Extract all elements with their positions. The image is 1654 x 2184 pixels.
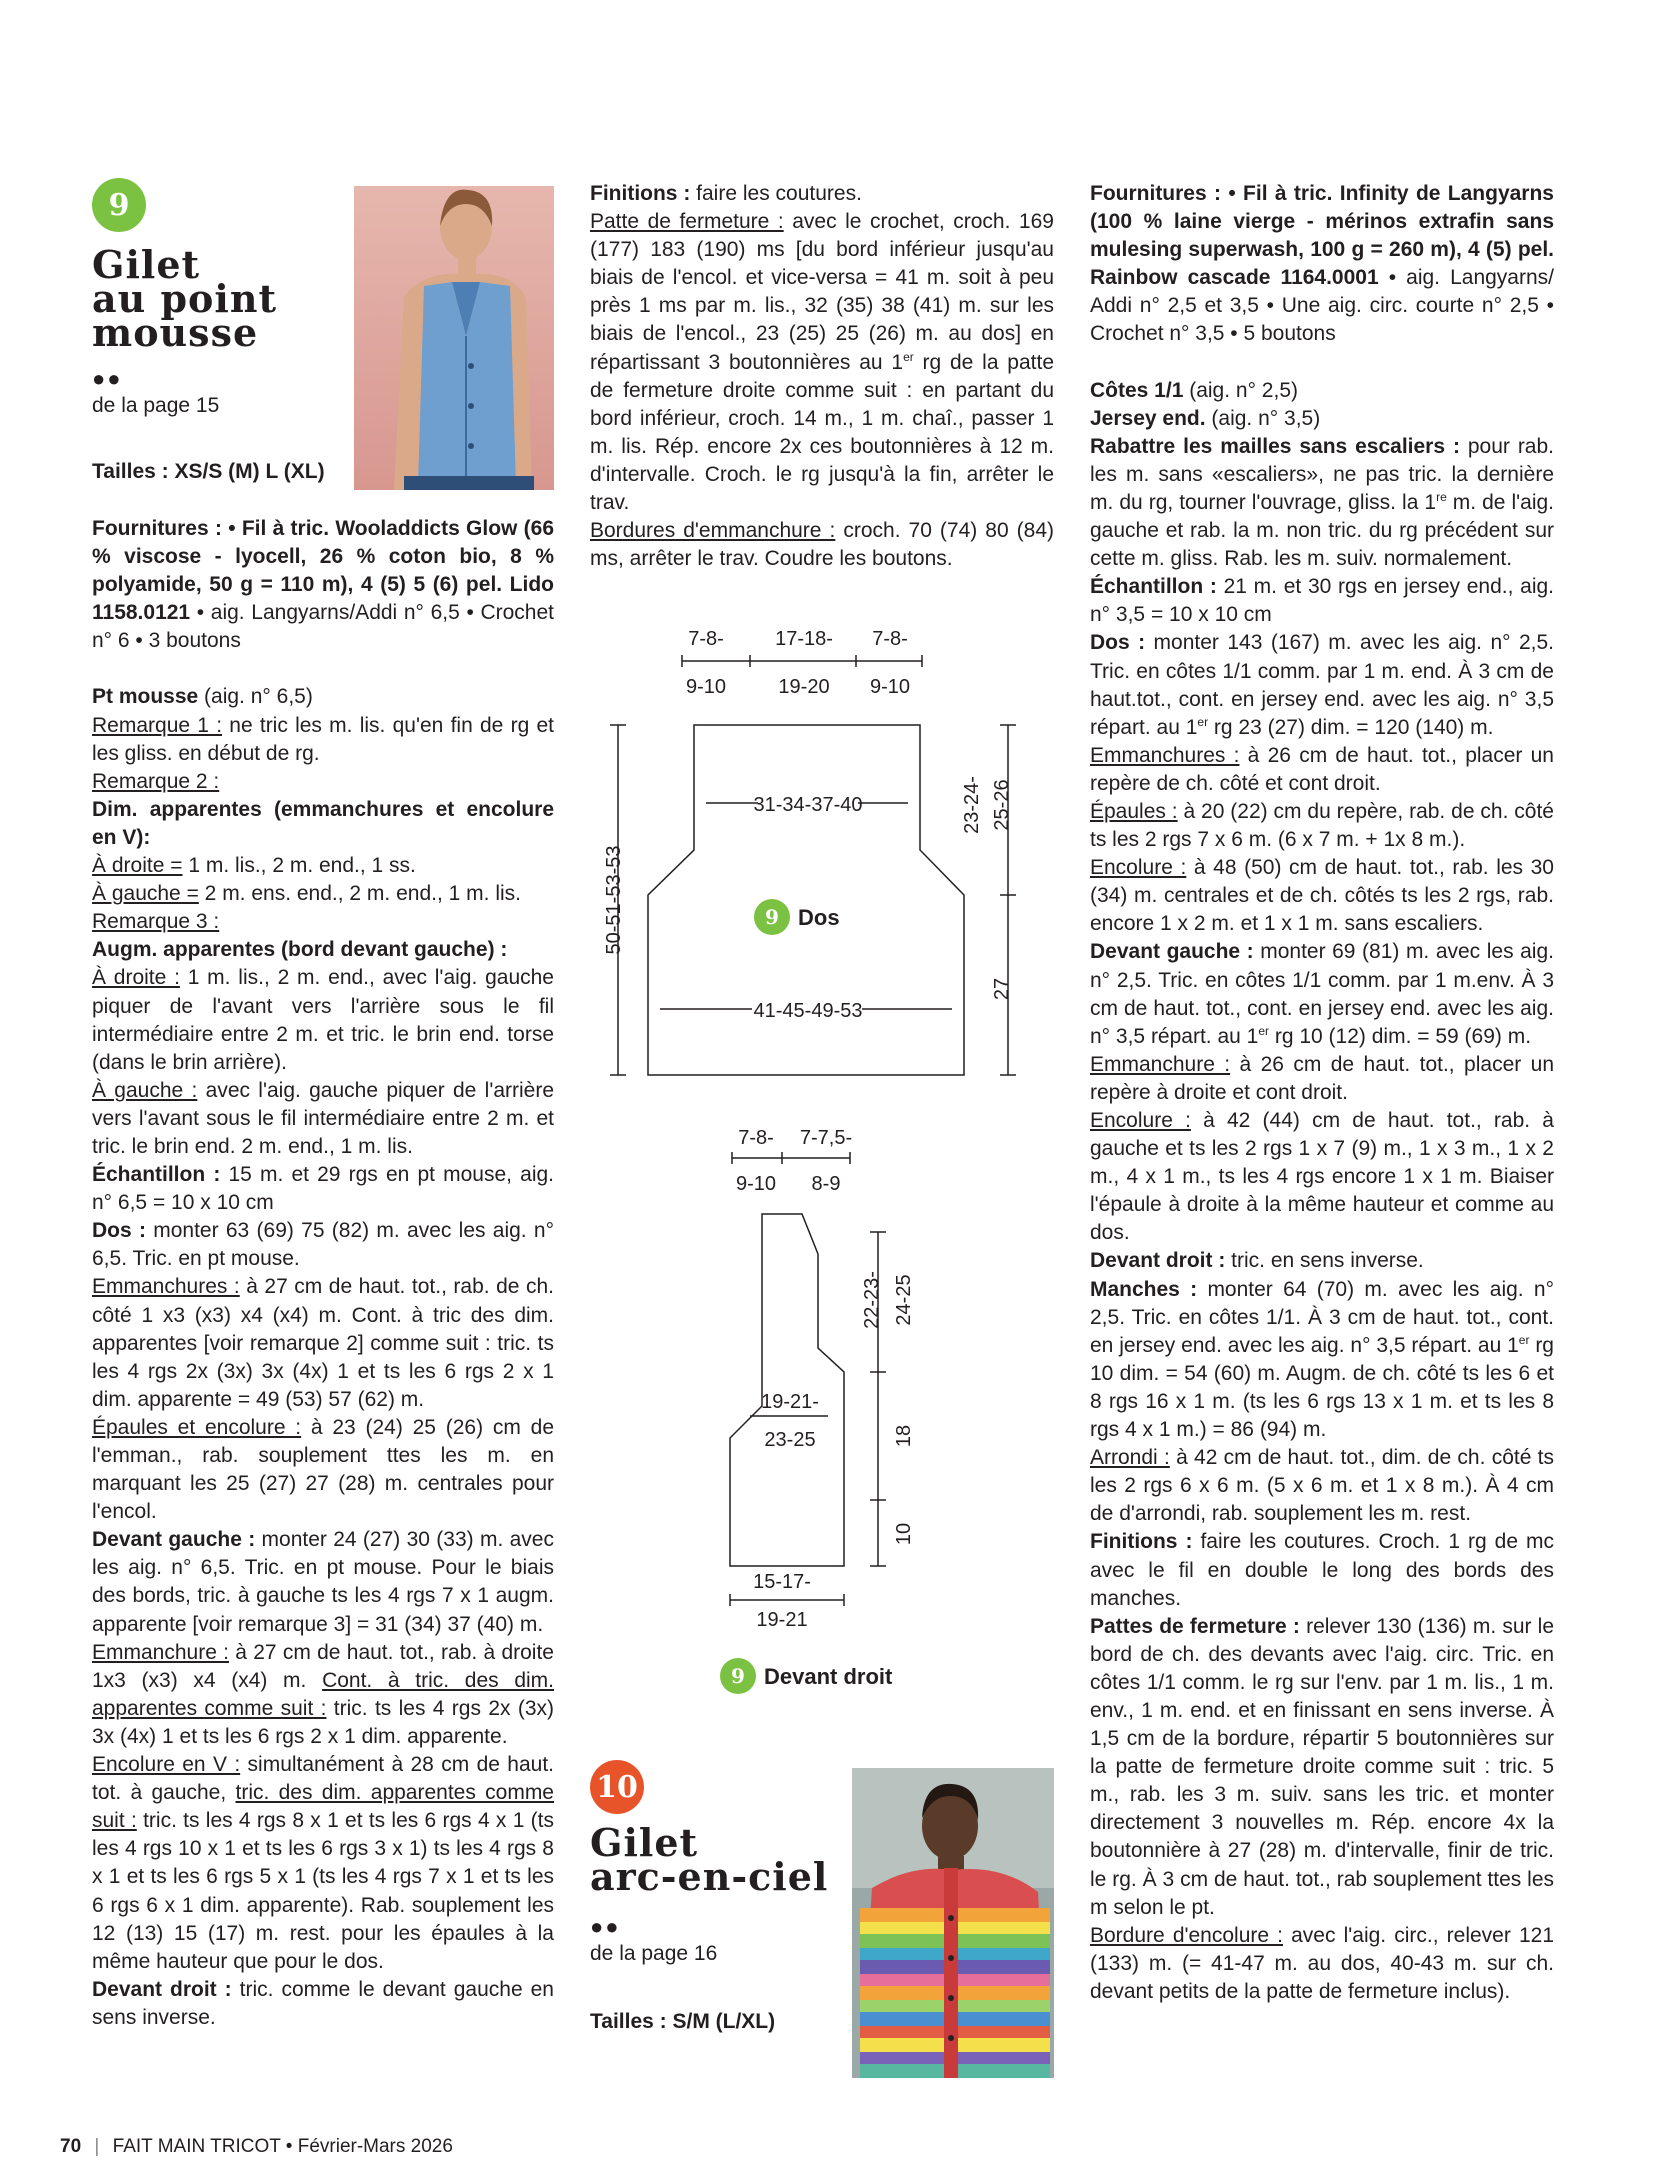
underlined-heading: Épaules : <box>1090 799 1178 823</box>
paragraph-spacer <box>1090 349 1554 377</box>
col3-paragraph <box>1090 1528 1554 1612</box>
dos-chest-label: 31-34-37-40 <box>753 794 863 816</box>
project9-title-line-1: Gilet <box>92 242 201 287</box>
dos-badge-number: 9 <box>765 905 779 929</box>
project9-title-line-2: au point <box>92 276 278 321</box>
devant-top-label-d: 8-9 <box>811 1173 841 1195</box>
body-text: monter 63 (69) 75 (82) m. avec les aig. n° 6,5. Tric. en pt mouse. <box>92 1219 555 1271</box>
bold-text: Pt mousse <box>92 685 199 709</box>
devant-label: Devant droit <box>764 1664 893 1689</box>
col3-paragraph <box>1090 742 1554 798</box>
body-text: ne tric les m. lis. qu'en fin de rg et les gliss. en début de rg. <box>92 713 554 765</box>
underlined-heading: Encolure : <box>1090 856 1187 880</box>
dos-height-label: 50-51-53-53 <box>603 845 625 955</box>
col3-paragraph <box>1090 377 1554 405</box>
dos-top-right-label: 7-8- <box>872 628 908 650</box>
body-text: à 42 (44) cm de haut. tot., rab. à gauche et ts les 2 rgs 1 x 7 (9) m., 1 x 3 m., 1 x 2 m., 4 x 1 m., ts les 4 rgs encore 1 x 1 m. Biaiser l'épaule à droite à la même hauteur et comme au dos. <box>1090 1109 1554 1245</box>
col1-paragraph <box>92 880 554 908</box>
underlined-heading: Bordure d'encolure : <box>1090 1923 1284 1947</box>
body-text: monter 143 (167) m. avec les aig. n° 2,5. Tric. en côtes 1/1 comm. par 1 m. end. À 3 cm de haut.tot., cont. en jersey end. avec les aig. n° 3,5 répart. au 1 <box>1090 631 1554 739</box>
body-text: rg de la patte de fermeture droite comme suit : en partant du bord inférieur, croch. 14 m., 1 m. chaî., passer 1 m. lis. Rép. encore 2x ces boutonnières à 12 m. d'intervalle. Croch. le rg jusqu'à la fin, arrêter le trav. <box>590 350 1055 515</box>
devant-v-mid-label: 18 <box>893 1424 915 1448</box>
project9-photo <box>354 186 554 490</box>
devant-top-label-b: 7-7,5- <box>799 1127 853 1149</box>
body-text: 15 m. et 29 rgs en pt mouse, aig. n° 6,5 = 10 x 10 cm <box>92 1163 555 1215</box>
bold-text: Devant gauche : <box>92 1528 256 1552</box>
body-text: tric. en sens inverse. <box>1225 1249 1424 1273</box>
body-text: simultanément à 28 cm de haut. tot. à gauche, <box>92 1753 554 1805</box>
col1-paragraph <box>92 1976 554 2032</box>
project10-header <box>590 1760 840 2036</box>
col1-paragraph <box>92 683 554 711</box>
dos-armhole-label-b: 25-26 <box>991 779 1013 831</box>
body-text: à 20 (22) cm du repère, rab. de ch. côté ts les 2 rgs 7 x 6 m. (6 x 7 m. + 1x 8 m.). <box>1090 799 1554 852</box>
body-text: faire les coutures. Croch. 1 rg de mc avec le fil en double le long des bords des manches. <box>1090 1530 1554 1610</box>
dos-label: Dos <box>798 905 840 930</box>
project10-number-badge: 10 <box>590 1760 644 1814</box>
body-text: croch. 70 (74) 80 (84) ms, arrêter le trav. Coudre les boutons. <box>590 519 1054 571</box>
bold-text: Manches : <box>1090 1277 1198 1301</box>
magazine-name: FAIT MAIN TRICOT <box>112 2136 281 2157</box>
project9-instructions-col1 <box>92 515 554 2032</box>
project9-title-line-3: mousse <box>92 310 259 355</box>
superscript: er <box>1258 1023 1270 1038</box>
underlined-heading: À droite = <box>92 854 183 878</box>
body-text: pour rab. les m. sans «escaliers», ne pas tric. la dernière m. du rg, tourner l'ouvrage, gliss. la 1 <box>1090 434 1554 514</box>
body-text: rg 10 dim. = 54 (60) m. Augm. de ch. côté ts les 6 et 8 rgs 16 x 1 m. (ts les 6 rgs 13 x 1 m. et ts les 8 rgs 4 x 1 m.) = 86 (94) m. <box>1090 1333 1554 1442</box>
bold-text: Devant droit : <box>92 1977 232 2001</box>
dos-top-mid-label-2: 19-20 <box>778 676 830 698</box>
body-text: tric. ts les 4 rgs 8 x 1 et ts les 6 rgs 4 x 1 (ts les 4 rgs 10 x 1 et ts les 6 rgs 3 x 1) ts les 4 rgs 8 x 1 et ts les 6 rgs 5 x 1 (ts les 4 rgs 7 x 1 et ts les 6 rgs 6 x 1 dim. apparente). Rab. souplement les 12 (13) 15 (17) m. rest. pour les épaules à la même hauteur que pour le dos. <box>92 1809 554 1973</box>
col1-paragraph <box>92 1217 554 1273</box>
body-text: m. de l'aig. gauche et rab. la m. non tric. du rg précédent sur cette m. gliss. Rab. les m. suiv. normalement. <box>1090 490 1554 571</box>
project9-page-ref: de la page 15 <box>92 394 220 417</box>
body-text: (aig. n° 3,5) <box>1205 406 1321 430</box>
col2-paragraph <box>590 208 1054 517</box>
body-text: • aig. Langyarns/Addi n° 6,5 • Crochet n° 6 • 3 boutons <box>92 601 554 653</box>
bold-text: Fournitures : • Fil à tric. Wooladdicts Glow (66 % viscose - lyocell, 26 % coton bio, 8 % polyamide, 50 g = 110 m), 4 (5) 5 (6) pel. Lido 1158.0121 <box>92 517 554 625</box>
underlined-heading: Patte de fermeture : <box>590 210 784 234</box>
col1-paragraph <box>92 908 554 936</box>
body-text: à 26 cm de haut. tot., placer un repère de ch. côté et cont droit. <box>1090 743 1554 795</box>
body-text: à 27 cm de haut. tot., rab. à droite 1x3 (x3) x4 (x4) m. <box>92 1640 554 1692</box>
col1-paragraph <box>92 1526 554 1638</box>
underlined-heading: Encolure en V : <box>92 1753 241 1777</box>
project9-number-badge: 9 <box>92 178 146 232</box>
devant-outline <box>730 1214 844 1566</box>
col1-paragraph <box>92 1273 554 1413</box>
superscript: er <box>1518 1332 1530 1347</box>
col1-paragraph <box>92 852 554 880</box>
superscript: er <box>1197 714 1209 729</box>
project10-title-line-2: arc-en-ciel <box>590 1854 829 1899</box>
devant-armhole-label-a: 22-23- <box>861 1271 883 1329</box>
underlined-heading: Bordures d'emmanchure : <box>590 519 836 543</box>
col3-paragraph <box>1090 854 1554 938</box>
col3-paragraph <box>1090 1613 1554 1922</box>
bold-text: Dos : <box>1090 631 1146 655</box>
page-footer <box>60 2136 453 2158</box>
footer-bullet: • <box>285 2136 293 2157</box>
body-text: 1 m. lis., 2 m. end., 1 ss. <box>182 854 416 878</box>
dos-top-mid-label: 17-18- <box>775 628 833 650</box>
underlined-heading: Emmanchures : <box>92 1275 240 1299</box>
body-text: tric. ts les 4 rgs 2x (3x) 3x (4x) 1 et ts les 6 rgs 2 x 1 dim. apparente. <box>92 1696 554 1748</box>
devant-mid-label-a: 19-21- <box>761 1391 819 1413</box>
underlined-heading: Emmanchure : <box>92 1640 229 1664</box>
col1-paragraph <box>92 936 554 964</box>
body-text: à 27 cm de haut. tot., rab. de ch. côté 1 x3 (x3) x4 (x4) m. Cont. à tric des dim. apparentes [voir remarque 2] comme suit : tric. ts les 4 rgs 2x (3x) 3x (4x) 1 et ts les 6 rgs 2 x 1 dim. apparente = 49 (53) 57 (62) m. <box>92 1275 554 1411</box>
bold-text: Fournitures : • Fil à tric. Infinity de Langyarns (100 % laine vierge - mérinos extrafin sans mulesing superwash, 100 g = 260 m), 4 (5) pel. Rainbow cascade 1164.0001 <box>1090 182 1554 290</box>
dos-armhole-label-a: 23-24- <box>961 776 983 834</box>
body-text: rg 23 (27) dim. = 120 (140) m. <box>1208 715 1494 739</box>
col1-paragraph <box>92 1077 554 1161</box>
body-text: avec l'aig. gauche piquer de l'arrière vers l'avant sous le fil intermédiaire entre 2 m. et tric. le brin end. 2 m. end., 1 m. lis. <box>92 1078 555 1158</box>
body-text: tric. comme le devant gauche en sens inverse. <box>92 1977 554 2029</box>
dos-side-label: 27 <box>991 977 1013 1001</box>
bold-text: Côtes 1/1 <box>1090 378 1184 402</box>
bold-text: Échantillon : <box>1090 575 1217 599</box>
col1-paragraph <box>92 1161 554 1217</box>
devant-top-label-c: 9-10 <box>735 1173 777 1195</box>
dos-top-left-label: 7-8- <box>688 628 724 650</box>
body-text: avec le crochet, croch. 169 (177) 183 (190) ms [du bord inférieur jusqu'au biais de l'encol. et vice-versa = 41 m. soit à peu près 1 ms par m. lis., 32 (35) 38 (41) m. sur les biais de l'encol., 23 (25) 25 (26) m. au dos] en répartissant 3 boutonnières au 1 <box>590 210 1054 374</box>
col3-paragraph <box>1090 1276 1554 1445</box>
col3-paragraph <box>1090 798 1554 854</box>
body-text: à 26 cm de haut. tot., placer un repère à droite et cont droit. <box>1090 1052 1554 1104</box>
underlined-heading: Cont. à tric. des dim. apparentes comme suit : <box>92 1668 554 1720</box>
superscript: er <box>903 349 914 364</box>
devant-top-label-a: 7-8- <box>738 1127 774 1149</box>
footer-separator: | <box>94 2136 100 2157</box>
body-text: à 48 (50) cm de haut. tot., rab. les 30 (34) m. centrales et de ch. côtés ts les 2 rgs, rab. encore 1 x 2 m. et 1 x 1 m. sans escaliers. <box>1090 856 1554 936</box>
body-text: à 42 cm de haut. tot., dim. de ch. côté ts les 2 rgs 6 x 6 m. (5 x 6 m. et 1 x 8 m.). À 4 cm de d'arrondi, rab. souplement les m. rest. <box>1090 1446 1554 1526</box>
bold-text: Pattes de fermeture : <box>1090 1614 1300 1638</box>
col3-paragraph <box>1090 405 1554 433</box>
project9-sizes: Tailles : XS/S (M) L (XL) <box>92 460 325 483</box>
body-text: 21 m. et 30 rgs en jersey end., aig. n° 3,5 = 10 x 10 cm <box>1090 575 1555 627</box>
devant-badge-number: 9 <box>731 1664 745 1688</box>
devant-bottom-label-a: 15-17- <box>753 1571 811 1593</box>
project10-photo <box>852 1768 1054 2078</box>
col1-paragraph <box>92 964 554 1076</box>
dos-outline <box>648 725 964 1075</box>
col3-paragraph <box>1090 180 1554 349</box>
col3-paragraph <box>1090 1051 1554 1107</box>
underlined-heading: Emmanchures : <box>1090 743 1240 767</box>
underlined-heading: Emmanchure : <box>1090 1052 1231 1076</box>
body-text: 2 m. ens. end., 2 m. end., 1 m. lis. <box>198 882 521 906</box>
col3-paragraph <box>1090 938 1554 1050</box>
bold-text: Rabattre les mailles sans escaliers : <box>1090 434 1460 458</box>
body-text: (aig. n° 6,5) <box>198 685 313 709</box>
bold-text: Dim. apparentes (emmanchures et encolure en V): <box>92 797 554 849</box>
project9-difficulty-dots: ●● <box>92 366 123 391</box>
underlined-heading: À gauche : <box>92 1078 198 1102</box>
col1-paragraph <box>92 796 554 852</box>
body-text: 1 m. lis., 2 m. end., avec l'aig. gauche piquer de l'avant vers l'arrière sous le fil intermédiaire entre 2 m. et tric. le brin end. torse (dans le brin arrière). <box>92 966 554 1074</box>
paragraph-spacer <box>92 655 554 683</box>
underlined-heading: À gauche = <box>92 882 199 906</box>
col3-paragraph <box>1090 1247 1554 1275</box>
project10-difficulty-dots: ●● <box>590 1914 621 1939</box>
devant-bottom-label-b: 19-21 <box>756 1609 808 1631</box>
col1-paragraph <box>92 712 554 768</box>
schema-devant-droit <box>690 1120 950 1710</box>
body-text: monter 24 (27) 30 (33) m. avec les aig. n° 6,5. Tric. en pt mouse. Pour le biais des bords, tric. à gauche ts les 4 rgs 7 x 1 augm. apparente [voir remarque 3] = 31 (34) 37 (40) m. <box>92 1528 554 1636</box>
col3-paragraph <box>1090 1922 1554 2006</box>
body-text: monter 69 (81) m. avec les aig. n° 2,5. Tric. en côtes 1/1 comm. par 1 m.env. À 3 cm de haut. tot., cont. en jersey end. avec les aig. n° 3,5 répart. au 1 <box>1090 940 1554 1048</box>
col3-paragraph <box>1090 573 1554 629</box>
underlined-heading: Remarque 3 : <box>92 910 220 934</box>
col1-paragraph <box>92 1639 554 1751</box>
body-text: • aig. Langyarns/ Addi n° 2,5 et 3,5 • Une aig. circ. courte n° 2,5 • Crochet n° 3,5 • 5 boutons <box>1090 266 1554 346</box>
body-text: rg 10 (12) dim. = 59 (69) m. <box>1269 1024 1532 1048</box>
col1-paragraph <box>92 1414 554 1526</box>
project9-header <box>92 178 352 486</box>
underlined-heading: Remarque 2 : <box>92 769 220 793</box>
dos-hip-label: 41-45-49-53 <box>753 1000 863 1022</box>
col3-paragraph <box>1090 1107 1554 1247</box>
schema-dos <box>590 615 1050 1095</box>
page-number: 70 <box>60 2136 82 2157</box>
project10-instructions-col3 <box>1090 180 1554 2006</box>
dos-top-right-label-2: 9-10 <box>869 676 911 698</box>
dos-top-left-label-2: 9-10 <box>685 676 727 698</box>
underlined-heading: Remarque 1 : <box>92 713 223 737</box>
bold-text: Devant droit : <box>1090 1249 1226 1273</box>
body-text: avec l'aig. circ., relever 121 (133) m. (= 41-47 m. au dos, 40-43 m. sur ch. devant petits de la patte de fermeture inclus). <box>1090 1923 1554 2003</box>
bold-text: Devant gauche : <box>1090 940 1254 964</box>
underlined-heading: Encolure : <box>1090 1109 1191 1132</box>
col1-paragraph <box>92 1751 554 1976</box>
bold-text: Finitions : <box>1090 1530 1193 1554</box>
project10-page-ref: de la page 16 <box>590 1942 718 1965</box>
bold-text: Dos : <box>92 1219 146 1243</box>
underlined-heading: Arrondi : <box>1090 1446 1170 1470</box>
body-text: à 23 (24) 25 (26) cm de l'emman., rab. souplement ttes les m. en marquant les 25 (27) 27 (28) m. centrales pour l'encol. <box>92 1415 554 1524</box>
underlined-heading: Épaules et encolure : <box>92 1415 302 1439</box>
bold-text: Jersey end. <box>1090 406 1206 430</box>
body-text: (aig. n° 2,5) <box>1183 378 1298 402</box>
bold-text: Finitions : <box>590 182 691 205</box>
col3-paragraph <box>1090 629 1554 741</box>
body-text: faire les coutures. <box>690 182 862 205</box>
devant-v-bot-label: 10 <box>893 1522 915 1546</box>
underlined-heading: tric. des dim. apparentes comme suit : <box>92 1781 554 1833</box>
body-text: monter 64 (70) m. avec les aig. n° 2,5. Tric. en côtes 1/1. À 3 cm de haut. tot., cont. en jersey end. avec les aig. n° 3,5 répart. au 1 <box>1090 1277 1554 1357</box>
bold-text: Échantillon : <box>92 1163 221 1187</box>
project10-sizes: Tailles : S/M (L/XL) <box>590 2010 776 2033</box>
col3-paragraph <box>1090 433 1554 573</box>
issue-date: Février-Mars 2026 <box>297 2136 453 2157</box>
body-text: relever 130 (136) m. sur le bord de ch. des devants avec l'aig. circ. Tric. en côtes 1/1 comm. le rg sur l'env. par 1 m. lis., 1 m. env., 1 m. end. et en finissant en sens inverse. À 1,5 cm de la bordure, répartir 5 boutonnières sur la patte de fermeture droite comme suit : tric. 5 m., rab. les 3 m. suiv. sans les tric. et monter directement 3 nouvelles m. Rép. encore 4x la boutonnière à 27 (28) m. d'intervalle, finir de tric. le rg. À 3 cm de haut. tot., rab souplement ttes les m selon le pt. <box>1090 1614 1554 1919</box>
underlined-heading: À droite : <box>92 966 180 990</box>
col2-paragraph <box>590 517 1054 573</box>
project9-instructions-col2 <box>590 180 1054 573</box>
project10-title-line-1: Gilet <box>590 1820 699 1865</box>
col3-paragraph <box>1090 1444 1554 1528</box>
devant-mid-label-b: 23-25 <box>764 1429 816 1451</box>
superscript: re <box>1436 489 1447 504</box>
devant-armhole-label-b: 24-25 <box>893 1274 915 1326</box>
col1-paragraph <box>92 515 554 655</box>
col2-paragraph <box>590 180 1054 208</box>
bold-text: Augm. apparentes (bord devant gauche) : <box>92 938 508 962</box>
col1-paragraph <box>92 768 554 796</box>
